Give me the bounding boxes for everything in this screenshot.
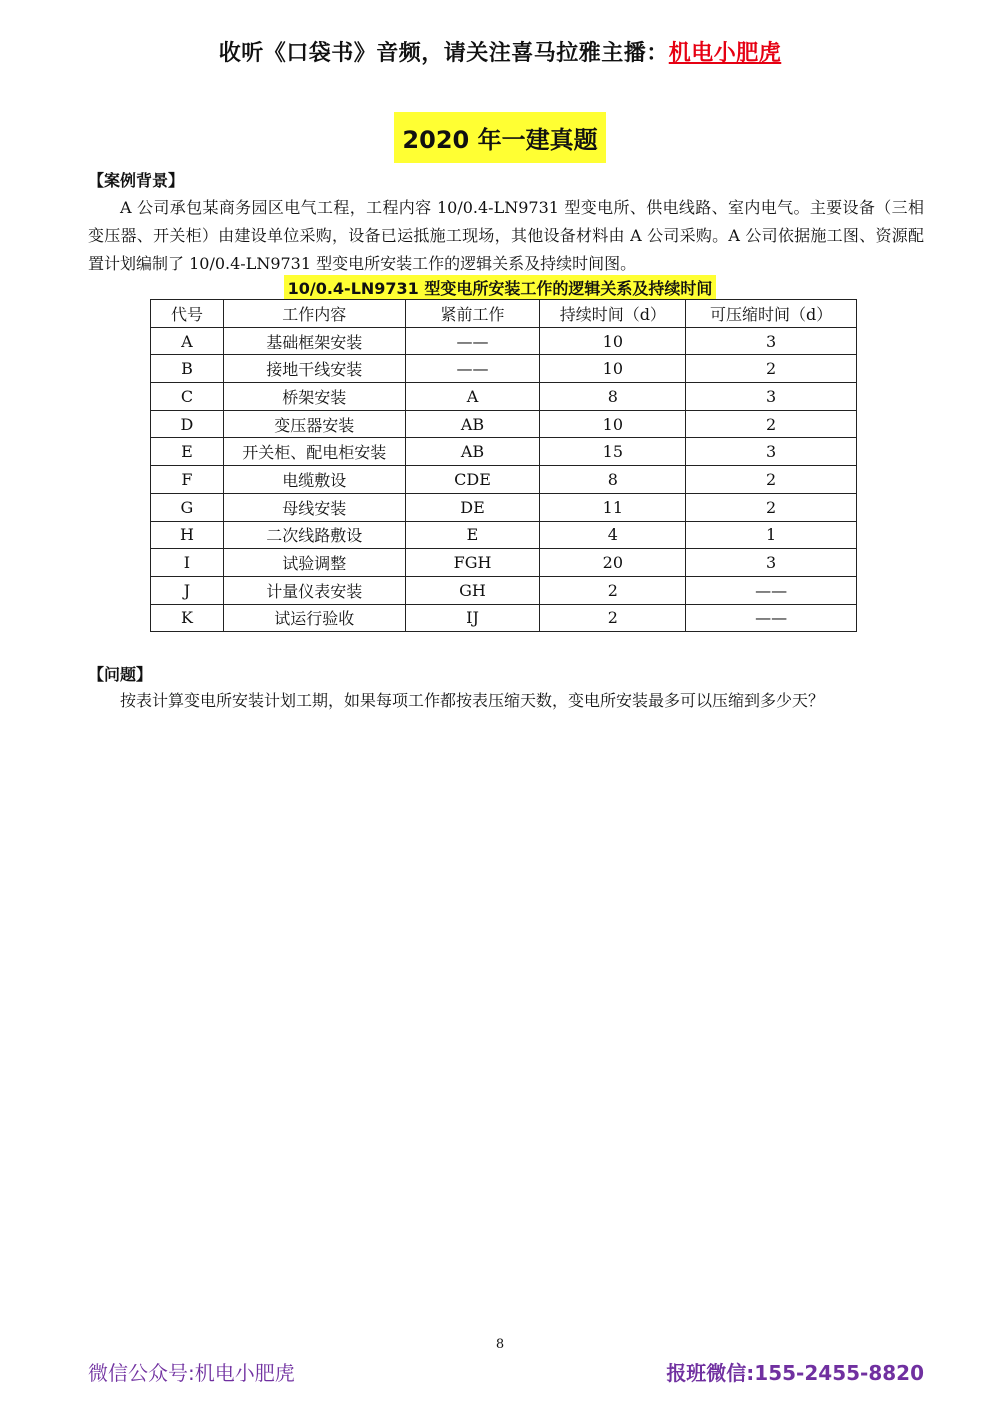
cell-compressible: 3: [686, 327, 857, 355]
header-predecessor: 紧前工作: [405, 300, 540, 328]
cell-duration: 20: [540, 549, 686, 577]
cell-predecessor: A: [405, 383, 540, 411]
table-row: [151, 438, 857, 466]
table-row: [151, 521, 857, 549]
cell-code: J: [151, 576, 224, 604]
cell-duration: 8: [540, 383, 686, 411]
cell-duration: 10: [540, 327, 686, 355]
question-paragraph: 按表计算变电所安装计划工期，如果每项工作都按表压缩天数，变电所安装最多可以压缩到多少天？: [120, 691, 825, 710]
background-paragraph: A 公司承包某商务园区电气工程，工程内容 10/0.4-LN9731 型变电所、供电线路、室内电气。主要设备（三相变压器、开关柜）由建设单位采购，设备已运抵施工现场，其他设备材料由 A 公司采购。A 公司依据施工图、资源配置计划编制了 10/0.4-LN9731 型变电所安装工作的逻辑关系及持续时间图。: [88, 198, 924, 273]
table-row: [151, 466, 857, 494]
cell-predecessor: ——: [405, 327, 540, 355]
cell-predecessor: IJ: [405, 604, 540, 632]
cell-duration: 2: [540, 576, 686, 604]
cell-code: E: [151, 438, 224, 466]
cell-code: H: [151, 521, 224, 549]
cell-code: G: [151, 493, 224, 521]
cell-code: K: [151, 604, 224, 632]
cell-work-content: 母线安装: [223, 493, 405, 521]
cell-compressible: 2: [686, 493, 857, 521]
header-duration: 持续时间（d）: [540, 300, 686, 328]
cell-predecessor: AB: [405, 438, 540, 466]
cell-predecessor: FGH: [405, 549, 540, 577]
cell-code: B: [151, 355, 224, 383]
cell-code: C: [151, 383, 224, 411]
cell-work-content: 变压器安装: [223, 410, 405, 438]
header-compressible: 可压缩时间（d）: [686, 300, 857, 328]
background-label: 【案例背景】: [88, 171, 185, 190]
cell-work-content: 二次线路敷设: [223, 521, 405, 549]
table-header-row: [151, 300, 857, 328]
cell-code: D: [151, 410, 224, 438]
cell-work-content: 计量仪表安装: [223, 576, 405, 604]
anchor-name-link[interactable]: 机电小肥虎: [668, 41, 782, 66]
cell-duration: 10: [540, 410, 686, 438]
cell-compressible: 3: [686, 383, 857, 411]
cell-compressible: ——: [686, 604, 857, 632]
table-row: [151, 604, 857, 632]
title-container: [0, 112, 1000, 163]
cell-duration: 4: [540, 521, 686, 549]
cell-compressible: 2: [686, 410, 857, 438]
cell-duration: 8: [540, 466, 686, 494]
header-work-content: 工作内容: [223, 300, 405, 328]
cell-predecessor: ——: [405, 355, 540, 383]
footer-enroll-wechat: 报班微信:155-2455-8820: [666, 1361, 924, 1385]
cell-work-content: 桥架安装: [223, 383, 405, 411]
cell-compressible: 3: [686, 438, 857, 466]
header-code: 代号: [151, 300, 224, 328]
page-title: 2020 年一建真题: [394, 112, 605, 163]
cell-duration: 2: [540, 604, 686, 632]
cell-work-content: 开关柜、配电柜安装: [223, 438, 405, 466]
cell-work-content: 接地干线安装: [223, 355, 405, 383]
cell-compressible: 3: [686, 549, 857, 577]
work-logic-table: [150, 299, 857, 632]
footer-wechat-account: 微信公众号:机电小肥虎: [88, 1361, 295, 1385]
cell-predecessor: CDE: [405, 466, 540, 494]
cell-predecessor: E: [405, 521, 540, 549]
cell-code: F: [151, 466, 224, 494]
cell-work-content: 试验调整: [223, 549, 405, 577]
cell-predecessor: DE: [405, 493, 540, 521]
cell-predecessor: AB: [405, 410, 540, 438]
cell-compressible: 2: [686, 466, 857, 494]
cell-predecessor: GH: [405, 576, 540, 604]
cell-compressible: 2: [686, 355, 857, 383]
table-row: [151, 549, 857, 577]
table-row: [151, 327, 857, 355]
cell-code: I: [151, 549, 224, 577]
table-row: [151, 493, 857, 521]
cell-work-content: 试运行验收: [223, 604, 405, 632]
table-caption: 10/0.4-LN9731 型变电所安装工作的逻辑关系及持续时间: [284, 275, 717, 300]
table-caption-container: [0, 275, 1000, 300]
cell-work-content: 基础框架安装: [223, 327, 405, 355]
table-row: [151, 576, 857, 604]
cell-compressible: 1: [686, 521, 857, 549]
cell-duration: 15: [540, 438, 686, 466]
page-header: [0, 36, 1000, 67]
table-row: [151, 410, 857, 438]
cell-duration: 10: [540, 355, 686, 383]
table-row: [151, 355, 857, 383]
cell-duration: 11: [540, 493, 686, 521]
table-row: [151, 383, 857, 411]
page-number: 8: [495, 1337, 505, 1352]
cell-compressible: ——: [686, 576, 857, 604]
header-prefix: 收听《口袋书》音频，请关注喜马拉雅主播：: [218, 41, 669, 66]
question-label: 【问题】: [88, 665, 153, 684]
cell-code: A: [151, 327, 224, 355]
cell-work-content: 电缆敷设: [223, 466, 405, 494]
